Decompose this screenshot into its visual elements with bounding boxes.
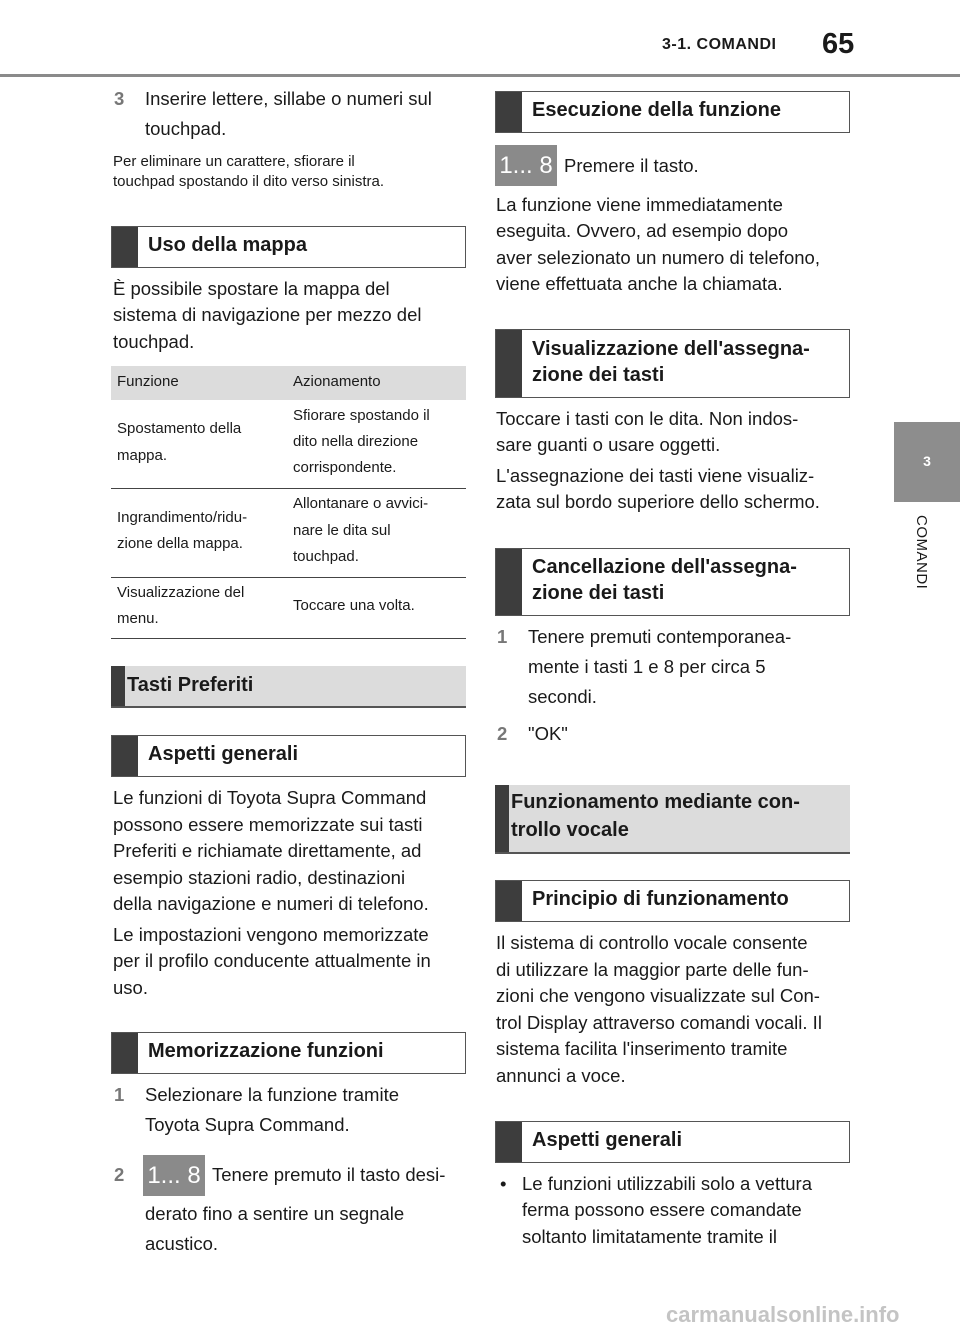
heading-general (111, 735, 466, 777)
table-cell: Visualizzazione del (117, 584, 245, 601)
heading-display (495, 329, 850, 398)
heading-store (111, 1032, 466, 1074)
table-cell: Sfiorare spostando il (293, 407, 430, 424)
heading-bar (496, 881, 522, 921)
step-text: Tenere premuti contemporanea- (528, 626, 792, 647)
table-cell: Allontanare o avvici- (293, 495, 429, 512)
table-cell: menu. (117, 610, 159, 627)
paragraph: zioni che vengono visualizzate sul Con- (496, 985, 820, 1006)
step-text: acustico. (145, 1233, 219, 1254)
table-header-cell: Azionamento (293, 373, 381, 390)
paragraph: uso. (113, 977, 148, 998)
paragraph: per il profilo conducente attualmente in (113, 950, 431, 971)
chapter-number: 3 (923, 453, 931, 469)
table-row-rule (111, 577, 466, 578)
heading-text: Aspetti generali (148, 743, 299, 765)
page-number: 65 (822, 28, 855, 60)
paragraph: La funzione viene immediatamente (496, 194, 783, 215)
heading-text: zione dei tasti (532, 364, 665, 386)
paragraph: Le funzioni di Toyota Supra Command (113, 787, 427, 808)
bullet-text: soltanto limitatamente tramite il (522, 1226, 777, 1247)
paragraph: trol Display attraverso comandi vocali. Il (496, 1012, 822, 1033)
heading-text: Funzionamento mediante con- (511, 791, 800, 813)
step-text: "OK" (528, 723, 568, 744)
heading-text: Uso della mappa (148, 234, 307, 256)
heading-bar (112, 1033, 138, 1073)
table-cell: mappa. (117, 447, 168, 464)
paragraph: sistema facilita l'inserimento tramite (496, 1038, 788, 1059)
paragraph: sistema di navigazione per mezzo del (113, 304, 422, 325)
table-cell: dito nella direzione (293, 433, 419, 450)
heading-text: zione dei tasti (532, 582, 665, 604)
step-number: 1 (114, 1084, 125, 1105)
paragraph: L'assegnazione dei tasti viene visualiz- (496, 465, 815, 486)
table-cell: nare le dita sul (293, 522, 391, 539)
heading-map (111, 226, 466, 268)
paragraph: Preferiti e richiamate direttamente, ad (113, 840, 422, 861)
paragraph: viene effettuata anche la chiamata. (496, 273, 783, 294)
heading-bar (496, 1122, 522, 1162)
table-cell: Toccare una volta. (293, 597, 415, 614)
step-text: derato fino a sentire un segnale (145, 1203, 405, 1224)
bullet-text: Le funzioni utilizzabili solo a vettura (522, 1173, 812, 1194)
heading-bar (496, 330, 522, 397)
paragraph: annunci a voce. (496, 1065, 626, 1086)
table-cell: Ingrandimento/ridu- (117, 509, 248, 526)
heading-bar (112, 736, 138, 776)
note-text: touchpad spostando il dito verso sinistra. (113, 173, 384, 190)
paragraph: di utilizzare la maggior parte delle fun- (496, 959, 809, 980)
heading-bar (496, 92, 522, 132)
paragraph: eseguita. Ovvero, ad esempio dopo (496, 220, 789, 241)
step-text: mente i tasti 1 e 8 per circa 5 (528, 656, 766, 677)
heading-exec (495, 91, 850, 133)
heading-favorites (111, 666, 466, 708)
step-number: 2 (114, 1164, 125, 1185)
heading-principle (495, 880, 850, 922)
heading-text: trollo vocale (511, 819, 629, 841)
chapter-label: COMANDI (913, 515, 930, 590)
paragraph: sare guanti o usare oggetti. (496, 434, 721, 455)
step-text: Toyota Supra Command. (145, 1114, 350, 1135)
heading-text: Tasti Preferiti (127, 674, 254, 696)
table-cell: touchpad. (293, 548, 359, 565)
paragraph: È possibile spostare la mappa del (113, 278, 390, 299)
paragraph: Le impostazioni vengono memorizzate (113, 924, 429, 945)
paragraph: touchpad. (113, 331, 195, 352)
step-text: Tenere premuto il tasto desi- (212, 1164, 446, 1185)
step-text: Selezionare la funzione tramite (145, 1084, 400, 1105)
table-cell: zione della mappa. (117, 535, 243, 552)
key-badge-1-8: 1... 8 (495, 145, 557, 186)
paragraph: della navigazione e numeri di telefono. (113, 893, 429, 914)
watermark: carmanualsonline.info (666, 1302, 900, 1327)
heading-voice (495, 785, 850, 854)
heading-bar (112, 227, 138, 267)
paragraph: Premere il tasto. (564, 155, 699, 176)
heading-text: Esecuzione della funzione (532, 99, 781, 121)
paragraph: zata sul bordo superiore dello schermo. (496, 491, 820, 512)
key-badge-1-8: 1... 8 (143, 1155, 205, 1196)
step-number: 1 (497, 626, 508, 647)
step-number: 3 (114, 88, 125, 109)
note-text: Per eliminare un carattere, sfiorare il (113, 153, 355, 170)
paragraph: Il sistema di controllo vocale consente (496, 932, 808, 953)
table-row-rule (111, 488, 466, 489)
bullet-icon: • (500, 1173, 507, 1194)
paragraph: esempio stazioni radio, destinazioni (113, 867, 406, 888)
paragraph: possono essere memorizzate sui tasti (113, 814, 423, 835)
table-cell: Spostamento della (117, 420, 242, 437)
paragraph: aver selezionato un numero di telefono, (496, 247, 820, 268)
heading-general-2 (495, 1121, 850, 1163)
step-text: Inserire lettere, sillabe o numeri sul (145, 88, 432, 109)
heading-text: Cancellazione dell'assegna- (532, 556, 797, 578)
heading-clear (495, 548, 850, 616)
heading-bar (111, 666, 125, 706)
heading-text: Aspetti generali (532, 1129, 683, 1151)
step-text: secondi. (528, 686, 597, 707)
heading-bar (496, 549, 522, 615)
table-cell: corrispondente. (293, 459, 397, 476)
table-header-cell: Funzione (117, 373, 179, 390)
section-title: 3-1. COMANDI (662, 36, 777, 53)
heading-text: Memorizzazione funzioni (148, 1040, 384, 1062)
table-row-rule (111, 638, 466, 639)
paragraph: Toccare i tasti con le dita. Non indos- (496, 408, 799, 429)
step-number: 2 (497, 723, 508, 744)
chapter-tab (894, 422, 960, 502)
heading-bar (495, 785, 509, 852)
header-rule (0, 74, 960, 77)
step-text: touchpad. (145, 118, 227, 139)
heading-text: Principio di funzionamento (532, 888, 789, 910)
heading-text: Visualizzazione dell'assegna- (532, 338, 810, 360)
bullet-text: ferma possono essere comandate (522, 1199, 802, 1220)
